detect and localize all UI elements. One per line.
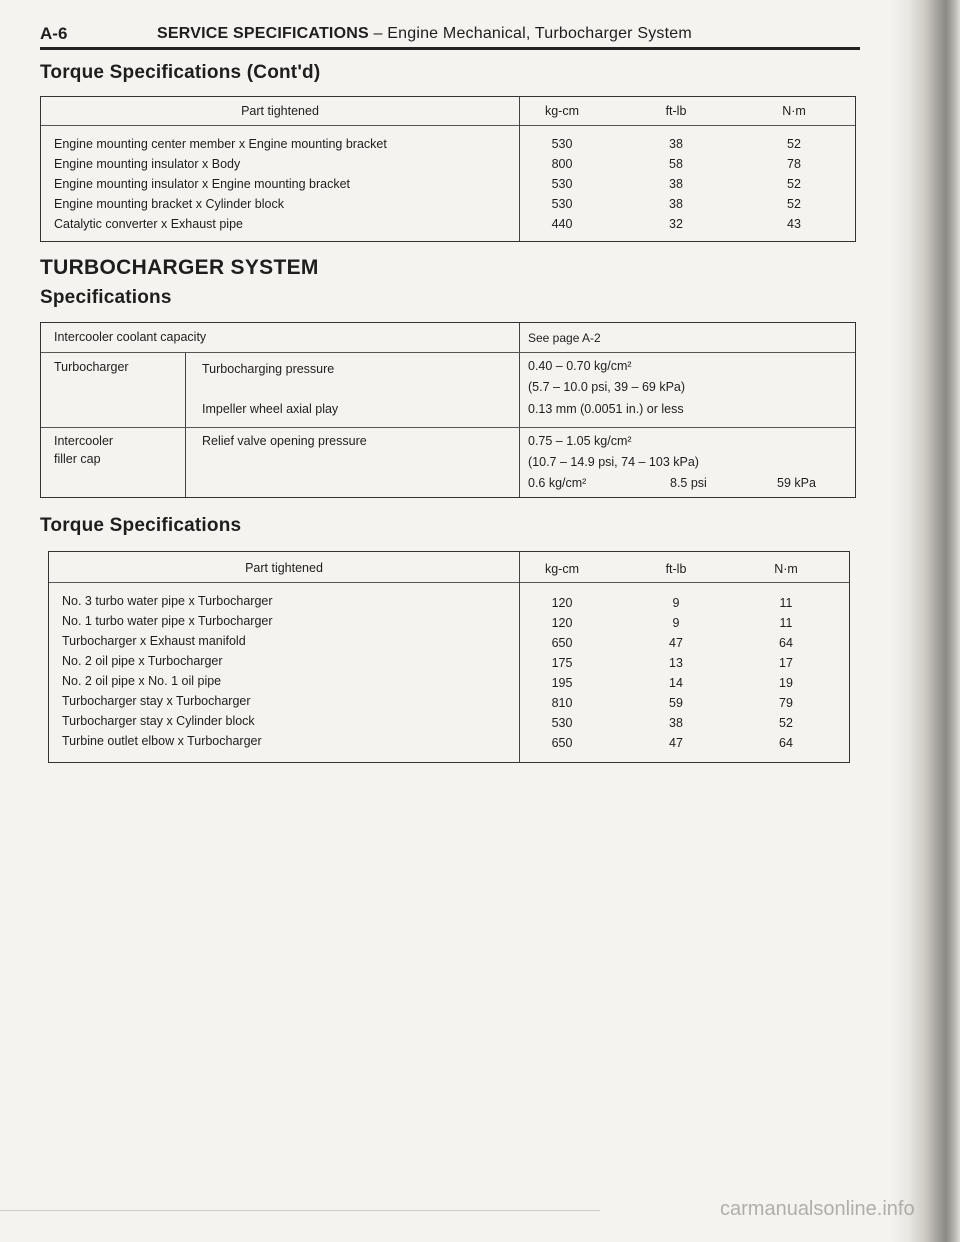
- nm-cell: 52: [787, 137, 801, 151]
- page-title: [157, 25, 692, 43]
- relief-value-3a: 0.6 kg/cm²: [528, 476, 587, 490]
- table-row-part: Turbocharger x Exhaust manifold: [62, 634, 246, 648]
- table-row-part: Turbocharger stay x Turbocharger: [62, 694, 251, 708]
- intercooler-capacity-label: Intercooler coolant capacity: [54, 330, 207, 344]
- ftlb-cell: 59: [669, 696, 683, 710]
- kgcm-values: [527, 134, 597, 234]
- page-binding-shadow: [890, 0, 960, 1242]
- torque-contd-table: [40, 96, 856, 242]
- page-title-rest: – Engine Mechanical, Turbocharger System: [368, 25, 692, 42]
- column-divider: [519, 97, 520, 241]
- turbocharger-label: Turbocharger: [54, 360, 129, 374]
- impeller-play-value: 0.13 mm (0.0051 in.) or less: [528, 402, 684, 416]
- table-row-part: Catalytic converter x Exhaust pipe: [54, 217, 243, 231]
- kgcm-cell: 195: [551, 676, 573, 690]
- nm-cell: 11: [779, 616, 793, 630]
- kgcm-cell: 530: [551, 716, 573, 730]
- turbo-spec-table: [40, 322, 856, 498]
- kgcm-cell: 120: [551, 596, 573, 610]
- nm-cell: 19: [779, 676, 793, 690]
- nm-cell: 79: [779, 696, 793, 710]
- kgcm-cell: 120: [551, 616, 573, 630]
- relief-value-3b: 8.5 psi: [670, 476, 707, 490]
- ftlb-cell: 38: [669, 177, 683, 191]
- kgcm-cell: 650: [551, 736, 573, 750]
- row-divider: [41, 352, 855, 353]
- table-row-part: Engine mounting insulator x Body: [54, 157, 241, 171]
- nm-cell: 52: [779, 716, 793, 730]
- relief-value-1: 0.75 – 1.05 kg/cm²: [528, 434, 632, 448]
- nm-cell: 17: [779, 656, 793, 670]
- torque-contd-heading: Torque Specifications (Cont'd): [40, 62, 321, 83]
- ftlb-cell: 32: [669, 217, 683, 231]
- turbo-pressure-label: Turbocharging pressure: [202, 362, 335, 376]
- col-nm-header: N·m: [782, 104, 806, 118]
- kgcm-cell: 530: [551, 177, 573, 191]
- kgcm-cell: 530: [551, 137, 573, 151]
- table-row-part: Turbocharger stay x Cylinder block: [62, 714, 255, 728]
- table-row-part: No. 2 oil pipe x No. 1 oil pipe: [62, 674, 222, 688]
- col-part-header: Part tightened: [245, 561, 323, 575]
- turbo-pressure-value-1: 0.40 – 0.70 kg/cm²: [528, 359, 632, 373]
- kgcm-cell: 175: [551, 656, 573, 670]
- page-number: A-6: [40, 24, 68, 43]
- nm-cell: 52: [787, 197, 801, 211]
- col-nm-header: N·m: [774, 562, 798, 576]
- row-divider: [41, 427, 855, 428]
- kgcm-values: [527, 593, 597, 753]
- impeller-play-label: Impeller wheel axial play: [202, 402, 339, 416]
- nm-cell: 78: [787, 157, 801, 171]
- ftlb-cell: 38: [669, 197, 683, 211]
- nm-cell: 52: [787, 177, 801, 191]
- table-row-part: No. 1 turbo water pipe x Turbocharger: [62, 614, 273, 628]
- specifications-heading: Specifications: [40, 287, 172, 308]
- ftlb-cell: 58: [669, 157, 683, 171]
- col-kgcm-header: kg-cm: [544, 562, 580, 576]
- table-row-part: No. 2 oil pipe x Turbocharger: [62, 654, 223, 668]
- part-list: [54, 134, 387, 234]
- nm-cell: 11: [779, 596, 793, 610]
- part-list: [62, 591, 273, 751]
- ftlb-cell: 13: [669, 656, 683, 670]
- ftlb-cell: 14: [669, 676, 683, 690]
- ftlb-values: [641, 593, 711, 753]
- table-row-part: Turbine outlet elbow x Turbocharger: [62, 734, 262, 748]
- ftlb-cell: 38: [669, 716, 683, 730]
- kgcm-cell: 810: [551, 696, 573, 710]
- ftlb-cell: 9: [672, 596, 680, 610]
- ftlb-cell: 38: [669, 137, 683, 151]
- torque-heading: Torque Specifications: [40, 515, 242, 536]
- table-row-part: Engine mounting insulator x Engine mounting bracket: [54, 177, 351, 191]
- torque-table: [48, 551, 850, 763]
- column-divider: [519, 323, 520, 497]
- turbo-system-heading: TURBOCHARGER SYSTEM: [40, 256, 319, 279]
- intercooler-filler-label-2: filler cap: [54, 452, 101, 466]
- ftlb-cell: 47: [669, 636, 683, 650]
- column-divider-inner: [185, 352, 186, 497]
- footer-rule: [0, 1210, 600, 1211]
- kgcm-cell: 650: [551, 636, 573, 650]
- nm-cell: 64: [779, 736, 793, 750]
- intercooler-capacity-value: See page A-2: [528, 331, 601, 345]
- col-kgcm-header: kg-cm: [544, 104, 580, 118]
- ftlb-cell: 47: [669, 736, 683, 750]
- col-part-header: Part tightened: [241, 104, 319, 118]
- kgcm-cell: 440: [551, 217, 573, 231]
- page-title-bold: SERVICE SPECIFICATIONS: [157, 25, 369, 42]
- nm-cell: 64: [779, 636, 793, 650]
- turbo-pressure-value-2: (5.7 – 10.0 psi, 39 – 69 kPa): [528, 380, 686, 394]
- table-row-part: Engine mounting bracket x Cylinder block: [54, 197, 284, 211]
- kgcm-cell: 800: [551, 157, 573, 171]
- nm-values: [751, 593, 821, 753]
- table-row-part: No. 3 turbo water pipe x Turbocharger: [62, 594, 273, 608]
- ftlb-cell: 9: [672, 616, 680, 630]
- header-rule: [40, 47, 860, 50]
- column-divider: [519, 552, 520, 762]
- intercooler-filler-label-1: Intercooler: [54, 434, 114, 448]
- nm-values: [759, 134, 829, 234]
- ftlb-values: [641, 134, 711, 234]
- watermark-text: carmanualsonline.info: [720, 1198, 915, 1220]
- relief-value-3c: 59 kPa: [777, 476, 816, 490]
- table-row-part: Engine mounting center member x Engine mounting bracket: [54, 137, 387, 151]
- relief-valve-label: Relief valve opening pressure: [202, 434, 367, 448]
- kgcm-cell: 530: [551, 197, 573, 211]
- col-ftlb-header: ft-lb: [665, 562, 687, 576]
- nm-cell: 43: [787, 217, 801, 231]
- relief-value-2: (10.7 – 14.9 psi, 74 – 103 kPa): [528, 455, 699, 469]
- col-ftlb-header: ft-lb: [665, 104, 687, 118]
